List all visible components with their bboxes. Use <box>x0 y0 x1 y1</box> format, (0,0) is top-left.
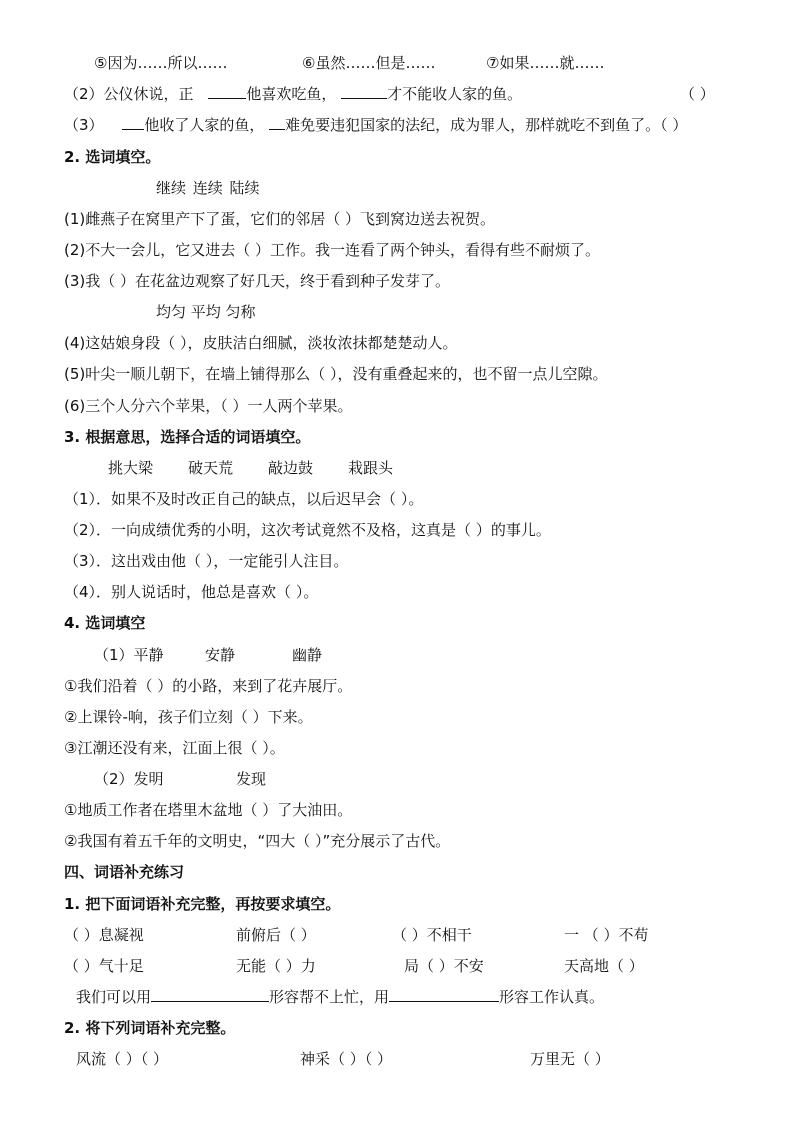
q3-line <box>64 115 687 135</box>
p1-row2-item-2: 无能（ ）力 <box>236 957 316 975</box>
p1-row1-item-2: 前俯后（ ） <box>236 926 316 944</box>
q2-text-b: 他喜欢吃鱼， <box>246 85 337 103</box>
blank[interactable] <box>208 84 246 99</box>
part-4-title: 四、词语补充练习 <box>64 863 185 881</box>
s4-group-1-word-3: 幽静 <box>292 646 323 664</box>
s3-item-2: （2）．一向成绩优秀的小明，这次考试竟然不及格，这真是（ ）的事儿。 <box>64 521 551 539</box>
q3-text-b: 他收了人家的鱼， <box>144 116 265 134</box>
p1-fill-text-c: 形容工作认真。 <box>499 988 605 1006</box>
s3-item-3: （3）．这出戏由他（ ），一定能引人注目。 <box>64 552 349 570</box>
p1-fill-text-b: 形容帮不上忙，用 <box>269 988 390 1006</box>
option-6: ⑥虽然……但是…… <box>302 54 436 72</box>
s4-group-1-word-2: 安静 <box>205 646 236 664</box>
p2-title: 2. 将下列词语补充完整。 <box>64 1019 236 1037</box>
s2-item-1: (1)雌燕子在窝里产下了蛋，它们的邻居（ ）飞到窝边送去祝贺。 <box>64 210 496 228</box>
q2-answer-paren[interactable]: （ ） <box>680 85 715 103</box>
s3-item-4: （4）．别人说话时，他总是喜欢（ ）。 <box>64 583 319 601</box>
s3-word-3: 敲边鼓 <box>268 459 314 477</box>
s2-item-3: (3)我（ ）在花盆边观察了好几天，终于看到种子发芽了。 <box>64 272 451 290</box>
word-choices-1: 继续 连续 陆续 <box>156 179 260 197</box>
option-7: ⑦如果……就…… <box>486 54 605 72</box>
p2-item-1: 风流（ ）（ ） <box>76 1050 169 1068</box>
s3-item-1: （1）．如果不及时改正自己的缺点，以后迟早会（ ）。 <box>64 490 424 508</box>
s4-group-2-label: （2）发明 <box>94 770 164 788</box>
s2-item-5: (5)叶尖一顺儿朝下，在墙上铺得那么（ ），没有重叠起来的，也不留一点儿空隙。 <box>64 365 608 383</box>
p1-row1-item-4: 一 （ ）不苟 <box>564 926 649 944</box>
p1-row2-item-4: 天高地（ ） <box>564 957 644 975</box>
blank[interactable] <box>151 987 269 1002</box>
section-4-title: 4. 选词填空 <box>64 614 146 632</box>
p1-fill-text-a: 我们可以用 <box>76 988 152 1006</box>
q2-text-c: 才不能收人家的鱼。 <box>387 85 523 103</box>
s4-item-3: ③江潮还没有来，江面上很（ ）。 <box>64 739 285 757</box>
p1-fill-line <box>76 987 604 1007</box>
p2-item-3: 万里无（ ） <box>530 1050 610 1068</box>
s4-item-1: ①我们沿着（ ）的小路，来到了花卉展厅。 <box>64 677 353 695</box>
p1-row1-item-3: （ ）不相干 <box>392 926 472 944</box>
p1-row2-item-1: （ ）气十足 <box>64 957 144 975</box>
s4-item-2: ②上课铃-响，孩子们立刻（ ）下来。 <box>64 708 313 726</box>
p1-title: 1. 把下面词语补充完整，再按要求填空。 <box>64 895 341 913</box>
q3-text-a: （3） <box>64 116 104 134</box>
p1-row2-item-3: 局（ ）不安 <box>404 957 484 975</box>
option-5: ⑤因为……所以…… <box>94 54 228 72</box>
blank[interactable] <box>122 115 144 130</box>
p2-item-2: 神采（ ）（ ） <box>300 1050 393 1068</box>
s4-item-4: ①地质工作者在塔里木盆地（ ）了大油田。 <box>64 801 353 819</box>
s3-word-2: 破天荒 <box>188 459 234 477</box>
q3-text-c: 难免要违犯国家的法纪，成为罪人，那样就吃不到鱼了。（ ） <box>285 116 688 134</box>
blank[interactable] <box>269 115 285 130</box>
q2-line <box>64 84 522 104</box>
s4-group-2-word-2: 发现 <box>236 770 267 788</box>
word-choices-2: 均匀 平均 匀称 <box>156 303 256 321</box>
p1-row1-item-1: （ ）息凝视 <box>64 926 144 944</box>
q2-text-a: （2）公仪休说，正 <box>64 85 194 103</box>
s2-item-2: (2)不大一会儿，它又进去（ ）工作。我一连看了两个钟头，看得有些不耐烦了。 <box>64 241 601 259</box>
s3-word-4: 栽跟头 <box>348 459 394 477</box>
s4-item-5: ②我国有着五千年的文明史，“四大（ ）”充分展示了古代。 <box>64 832 451 850</box>
blank[interactable] <box>341 84 387 99</box>
s4-group-1-label: （1）平静 <box>94 646 164 664</box>
blank[interactable] <box>389 987 499 1002</box>
s2-item-6: (6)三个人分六个苹果，（ ）一人两个苹果。 <box>64 397 353 415</box>
s3-word-1: 挑大梁 <box>108 459 154 477</box>
s2-item-4: (4)这姑娘身段（ ），皮肤洁白细腻，淡妆浓抹都楚楚动人。 <box>64 334 458 352</box>
section-2-title: 2. 选词填空。 <box>64 148 161 166</box>
section-3-title: 3. 根据意思，选择合适的词语填空。 <box>64 428 311 446</box>
